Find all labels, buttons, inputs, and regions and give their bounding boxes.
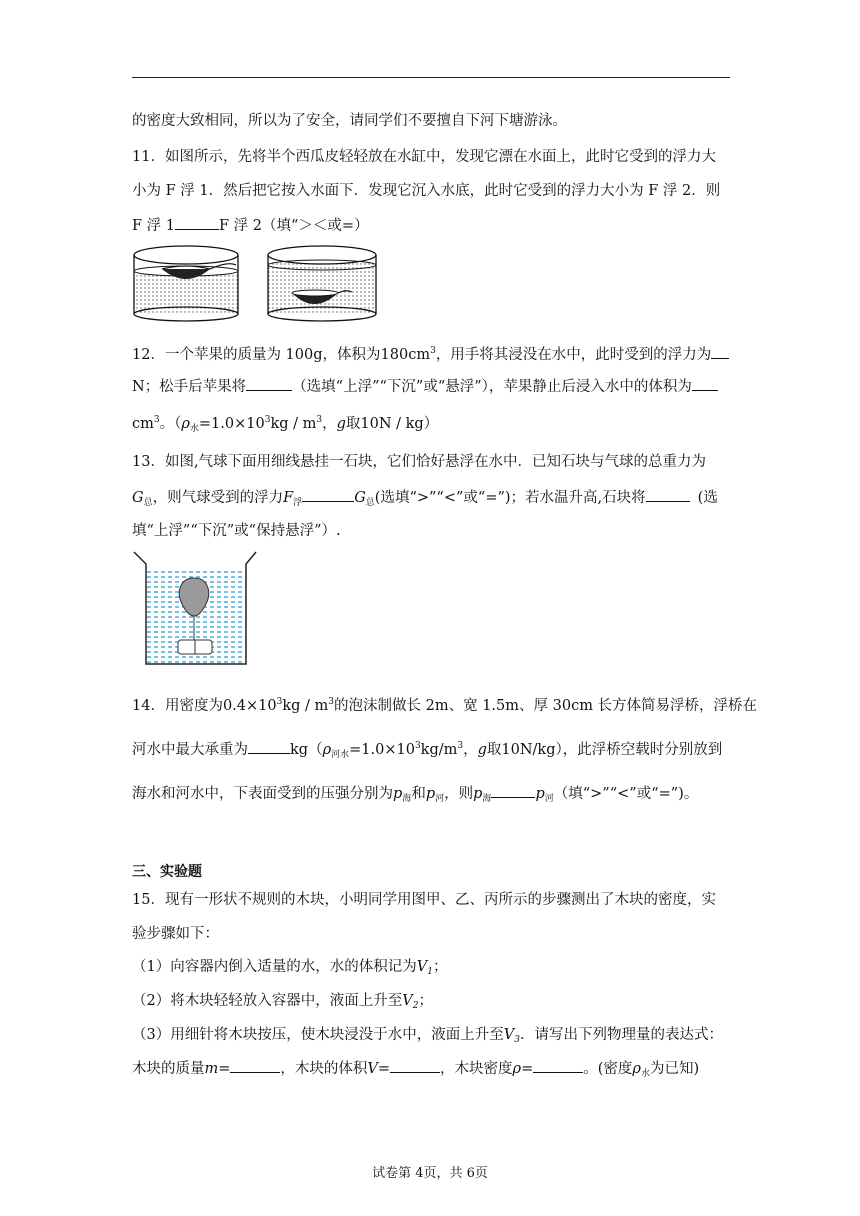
watermelon-tank-figure — [132, 243, 384, 323]
q11-line3 — [132, 215, 369, 236]
q13-line2: $G_总$，则气球受到的浮力$F_浮$ $G_总$(选填“>”“<”或“=”)；若水温升高,石块将 (选 — [132, 487, 718, 513]
section-heading: 三、实验题 — [132, 864, 202, 880]
q15-step3: （3）用细针将木块按压，使木块浸没于水中，液面上升至$V_3$．请写出下列物理量的表达式： — [132, 1027, 723, 1045]
tank-floating — [134, 246, 238, 321]
tank-sunk — [268, 246, 376, 321]
q12-blank-buoyancy[interactable] — [711, 344, 729, 359]
q13-line3: 填“上浮”“下沉”或“保持悬浮”）. — [132, 523, 341, 539]
q13-blank-state[interactable] — [646, 487, 690, 502]
q15-blank-volume[interactable] — [390, 1058, 440, 1073]
q11-line1: 11．如图所示，先将半个西瓜皮轻轻放在水缸中，发现它漂在水面上，此时它受到的浮力大 — [132, 149, 716, 165]
q13-blank-compare[interactable] — [302, 487, 354, 502]
q12-line1: 12．一个苹果的质量为 100g，体积为$180cm^3$，用手将其浸没在水中，此时受到的浮力为 — [132, 341, 729, 365]
q14-blank-compare[interactable] — [491, 783, 535, 798]
q14-line2: 河水中最大承重为 $kg(\rho_{河水}=1.0\times 10^3kg/m^3$，g取10N/kg），此浮桥空载时分别放到 — [132, 741, 723, 760]
balloon-stone-beaker-figure — [132, 550, 258, 670]
q13-line1: 13．如图,气球下面用细线悬挂一石块，它们恰好悬浮在水中．已知石块与气球的总重力为 — [132, 454, 707, 470]
q11-f1: F 浮 1 — [132, 218, 176, 234]
q11-f2: F 浮 2（填“＞＜或=） — [219, 218, 369, 234]
q12-blank-state[interactable] — [246, 376, 292, 391]
q12-line3: $cm^3$。（$\rho_水=1.0\times 10^3kg / m^3$，g取10N / kg） — [132, 415, 439, 434]
q12-blank-volume[interactable] — [692, 376, 718, 391]
q15-blank-mass[interactable] — [230, 1058, 280, 1073]
q15-step1: （1）向容器内倒入适量的水，水的体积记为$V_1$； — [132, 959, 448, 977]
q15-line1: 15．现有一形状不规则的木块，小明同学用图甲、乙、丙所示的步骤测出了木块的密度，实 — [132, 892, 716, 908]
q11-blank[interactable] — [175, 215, 219, 230]
q14-line1: 14．用密度为$0.4\times 10^3kg / m^3$的泡沫制做长 2m、宽 1.5m、厚 30cm 长方体简易浮桥，浮桥在 — [132, 697, 758, 714]
page-footer: 试卷第 4页，共 6页 — [372, 1166, 488, 1181]
q15-line2: 验步骤如下： — [132, 926, 219, 942]
header-rule — [132, 77, 730, 78]
q15-step2: （2）将木块轻轻放入容器中，液面上升至$V_2$； — [132, 993, 433, 1011]
q14-blank-load[interactable] — [248, 739, 290, 754]
intro-line: 的密度大致相同，所以为了安全，请同学们不要擅自下河下塘游泳。 — [132, 113, 567, 129]
q11-line2: 小为 F 浮 1．然后把它按入水面下．发现它沉入水底，此时它受到的浮力大小为 F 浮 2．则 — [132, 183, 721, 199]
q12-line2: N；松手后苹果将 （选填“上浮”“下沉”或“悬浮”），苹果静止后浸入水中的体积为 — [132, 376, 718, 397]
q14-line3: 海水和河水中，下表面受到的压强分别为$p_海$和$p_河$，则$p_海$ $p_河$（填“>”“<”或“=”)。 — [132, 783, 698, 809]
q15-blank-density[interactable] — [533, 1058, 583, 1073]
q15-answers: 木块的质量m= ，木块的体积V= ，木块密度ρ= 。(密度$\rho_水$为已知) — [132, 1058, 699, 1084]
